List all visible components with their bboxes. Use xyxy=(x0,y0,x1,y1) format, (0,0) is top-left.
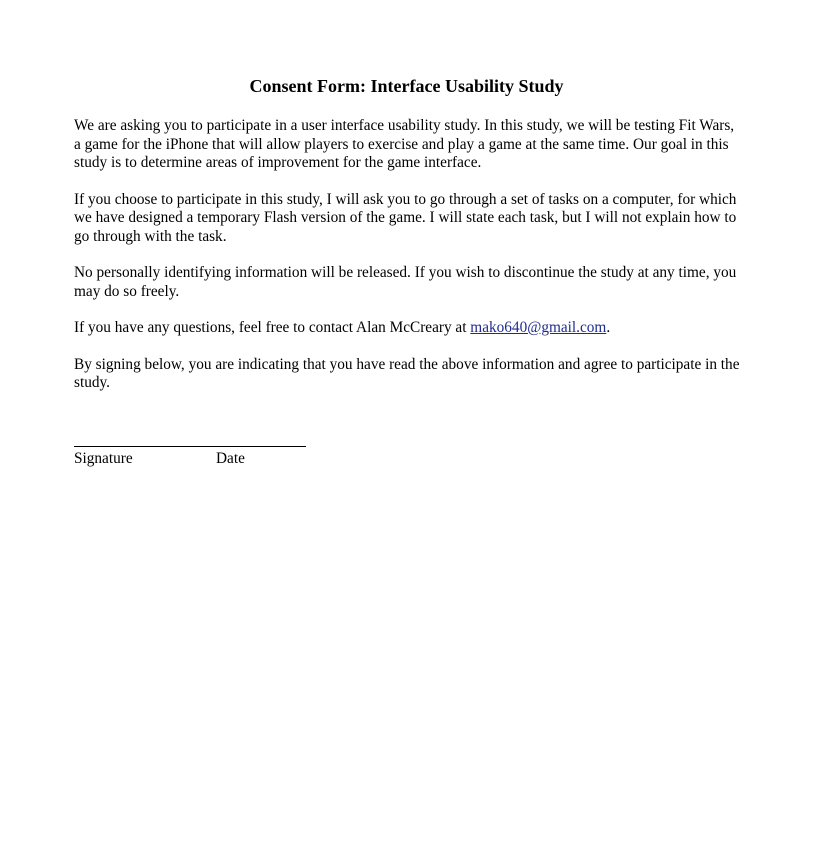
signature-label: Signature xyxy=(74,450,133,467)
contact-period: . xyxy=(606,319,611,336)
privacy-paragraph: No personally identifying information will be released. If you wish to discontinue the study at any time, you may do so freely. xyxy=(74,264,737,300)
document-title: Consent Form: Interface Usability Study xyxy=(249,76,564,96)
procedure-paragraph: If you choose to participate in this study, I will ask you to go through a set of tasks on a computer, for which we have designed a temporary Flash version of the game. I will state each task, but I will not explain how to go through with the task. xyxy=(74,190,737,245)
date-label: Date xyxy=(216,450,245,467)
signature-line[interactable] xyxy=(74,446,306,447)
contact-text: If you have any questions, feel free to contact Alan McCreary at xyxy=(74,319,471,336)
document-body xyxy=(74,117,744,411)
contact-email-link[interactable]: mako640@gmail.com xyxy=(470,319,607,336)
agreement-paragraph: By signing below, you are indicating that you have read the above information and agree to participate in the study. xyxy=(74,355,740,391)
intro-paragraph: We are asking you to participate in a user interface usability study. In this study, we will be testing Fit Wars, a game for the iPhone that will allow players to exercise and play a game at the same time. Our goal in this study is to determine areas of improvement for the game interface. xyxy=(74,117,735,171)
contact-paragraph xyxy=(74,319,744,338)
